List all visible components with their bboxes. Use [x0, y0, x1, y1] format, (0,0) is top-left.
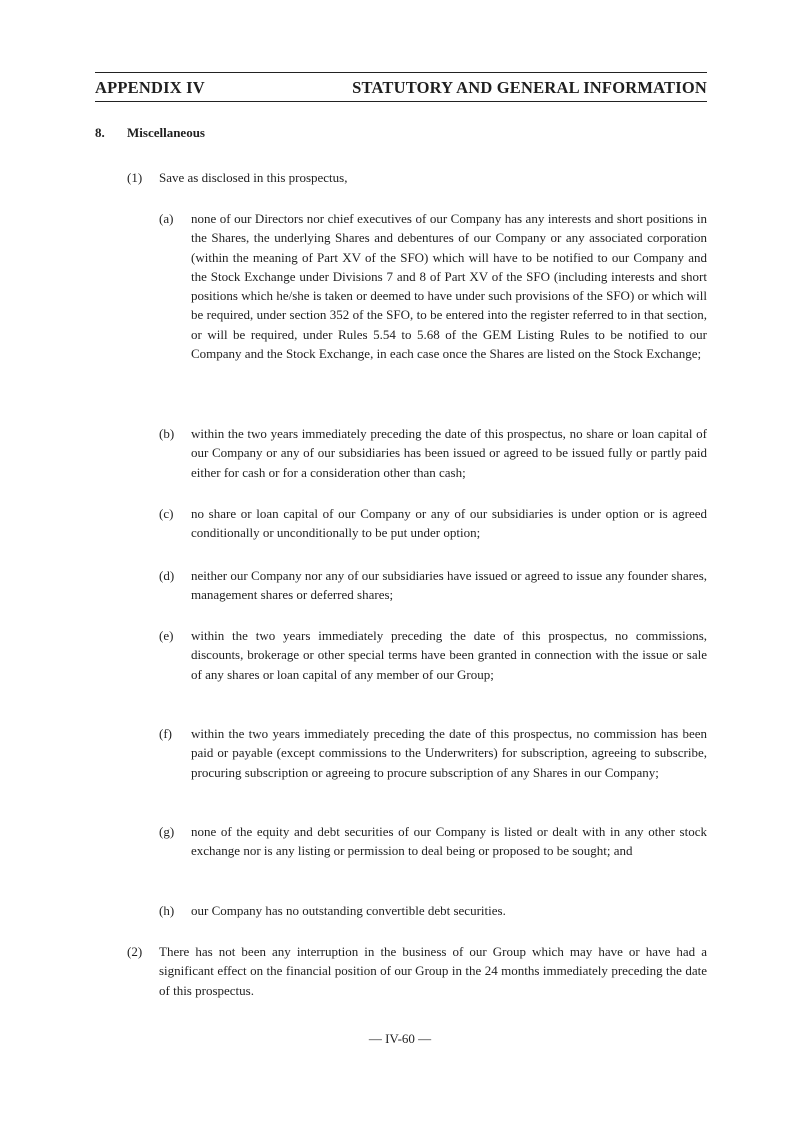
paragraph-1-intro: Save as disclosed in this prospectus,	[159, 170, 348, 185]
list-item-text: none of the equity and debt securities of our Company is listed or dealt with in any other stock exchange nor is any listing or permission to deal being or proposed to be sought; and	[191, 824, 707, 859]
list-item-text: within the two years immediately preceding the date of this prospectus, no share or loan capital of our Company or any of our subsidiaries has been issued or agreed to be issued fully or partly paid either for cash or for a consideration other than cash;	[191, 426, 707, 480]
list-item-text: neither our Company nor any of our subsidiaries have issued or agreed to issue any founder shares, management shares or deferred shares;	[191, 568, 707, 603]
header-bottom-rule	[95, 101, 707, 102]
list-item-text: our Company has no outstanding convertible debt securities.	[191, 903, 506, 918]
list-item-text: none of our Directors nor chief executives of our Company has any interests and short positions in the Shares, the underlying Shares and debentures of our Company or any associated corporation (within the meaning of Part XV of the SFO) which will have to be notified to our Company and the Stock Exchange under Divisions 7 and 8 of Part XV of the SFO (including interests and short positions which he/she is taken or deemed to have under such provisions of the SFO) or which will be required, under section 352 of the SFO, to be entered into the register referred to in that section, or will be required, under Rules 5.54 to 5.68 of the GEM Listing Rules to be notified to our Company and the Stock Exchange, in each case once the Shares are listed on the Stock Exchange;	[191, 211, 707, 362]
appendix-title: STATUTORY AND GENERAL INFORMATION	[352, 78, 707, 97]
paragraph-1	[127, 168, 707, 187]
list-item-g	[159, 822, 707, 861]
page-header	[95, 78, 707, 100]
list-item-marker: (d)	[159, 568, 175, 583]
list-item-marker: (h)	[159, 903, 175, 918]
header-top-rule	[95, 72, 707, 73]
paragraph-2-marker: (2)	[127, 944, 143, 959]
list-item-b	[159, 424, 707, 482]
list-item-marker: (a)	[159, 211, 174, 226]
paragraph-2	[127, 942, 707, 1000]
list-item-marker: (g)	[159, 824, 175, 839]
section-number: 8.	[95, 125, 105, 140]
section-title: Miscellaneous	[127, 125, 205, 140]
list-item-text: within the two years immediately preceding the date of this prospectus, no commissions, discounts, brokerage or other special terms have been granted in connection with the issue or sale of any shares or loan capital of any member of our Group;	[191, 628, 707, 682]
list-item-a	[159, 209, 707, 363]
list-item-marker: (f)	[159, 726, 172, 741]
list-item-f	[159, 724, 707, 782]
list-item-text: no share or loan capital of our Company or any of our subsidiaries is under option or is agreed conditionally or unconditionally to be put under option;	[191, 506, 707, 541]
list-item-marker: (e)	[159, 628, 174, 643]
list-item-d	[159, 566, 707, 605]
list-item-marker: (c)	[159, 506, 174, 521]
appendix-label: APPENDIX IV	[95, 78, 205, 97]
paragraph-1-marker: (1)	[127, 170, 143, 185]
list-item-h	[159, 901, 707, 920]
list-item-text: within the two years immediately preceding the date of this prospectus, no commission has been paid or payable (except commissions to the Underwriters) for subscription, agreeing to subscribe, procuring subscription or agreeing to procure subscription of any Shares in our Company;	[191, 726, 707, 780]
page-number: — IV-60 —	[368, 1031, 432, 1046]
paragraph-2-text: There has not been any interruption in the business of our Group which may have or have had a significant effect on the financial position of our Group in the 24 months immediately preceding the date of this prospectus.	[159, 944, 707, 998]
list-item-c	[159, 504, 707, 543]
list-item-e	[159, 626, 707, 684]
list-item-marker: (b)	[159, 426, 175, 441]
